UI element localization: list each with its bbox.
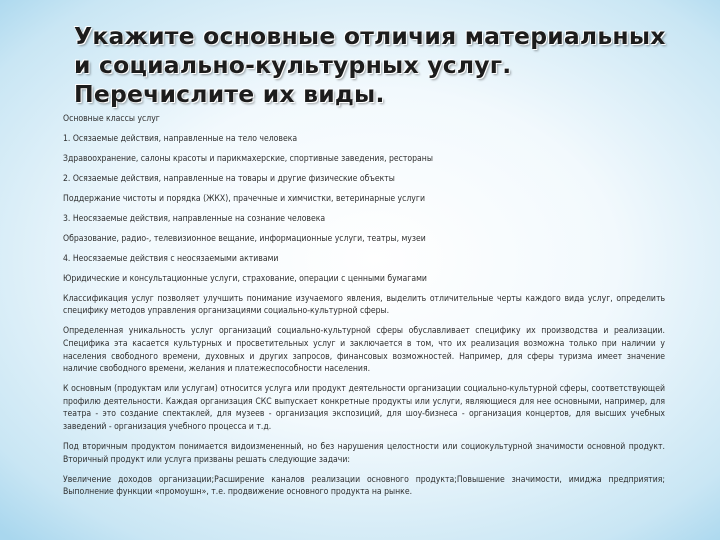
class-1-heading: 1. Осязаемые действия, направленные на тело человека <box>63 133 298 144</box>
class-4-heading: 4. Неосязаемые действия с неосязаемыми активами <box>63 253 279 264</box>
class-4-examples: Юридические и консультационные услуги, страхование, операции с ценными бумагами <box>63 273 427 284</box>
services-classes-heading: Основные классы услуг <box>63 114 160 124</box>
main-products-paragraph: К основным (продуктам или услугам) относится услуга или продукт деятельности организации социально-культурной сферы, соответствующей профилю деятельности. Каждая организация СКС выпускает конкретные продукты или услуги, являющиеся для нее основными, например, для театра - это создание спектаклей, для музеев - организация экспозиций, для шоу-бизнеса - организация концертов, для высших учебных заведений - организация учебного процесса и т.д. <box>63 384 665 432</box>
title-line-3: Перечислите их виды. <box>74 80 385 108</box>
class-3-heading: 3. Неосязаемые действия, направленные на сознание человека <box>63 213 326 224</box>
class-2-examples: Поддержание чистоты и порядка (ЖКХ), прачечные и химчистки, ветеринарные услуги <box>63 193 425 204</box>
slide-title <box>74 22 694 109</box>
title-line-1: Укажите основные отличия материальных <box>74 22 666 50</box>
secondary-product-paragraph: Под вторичным продуктом понимается видоизмененный, но без нарушения целостности или социокультурной значимости основной продукт. Вторичный продукт или услуга призваны решать следующие задачи: <box>63 441 665 465</box>
class-1-examples: Здравоохранение, салоны красоты и парикмахерские, спортивные заведения, рестораны <box>63 153 433 164</box>
class-3-examples: Образование, радио-, телевизионное вещание, информационные услуги, театры, музеи <box>63 233 426 244</box>
slide-body <box>63 113 665 506</box>
uniqueness-paragraph: Определенная уникальность услуг организаций социально-культурной сферы обуславливает специфику их производства и реализации. Специфика эта касается культурных и просветительных услуг и заключается в том, что их реализация возможна только при наличии у населения свободного времени, духовных и других запросов, финансовых возможностей. Например, для сферы туризма имеет значение наличие свободного времени, желания и платежеспособности населения. <box>63 326 665 375</box>
classification-paragraph: Классификация услуг позволяет улучшить понимание изучаемого явления, выделить отличительные черты каждого вида услуг, определить специфику методов управления организациями социально-культурной сферы. <box>63 293 665 317</box>
title-line-2: и социально-культурных услуг. <box>74 51 512 79</box>
class-2-heading: 2. Осязаемые действия, направленные на товары и другие физические объекты <box>63 173 395 184</box>
secondary-tasks-paragraph: Увеличение доходов организации;Расширение каналов реализации основного продукта;Повышение значимости, имиджа предприятия; Выполнение функции «промоушн», т.е. продвижение основного продукта на рынке. <box>63 474 665 498</box>
